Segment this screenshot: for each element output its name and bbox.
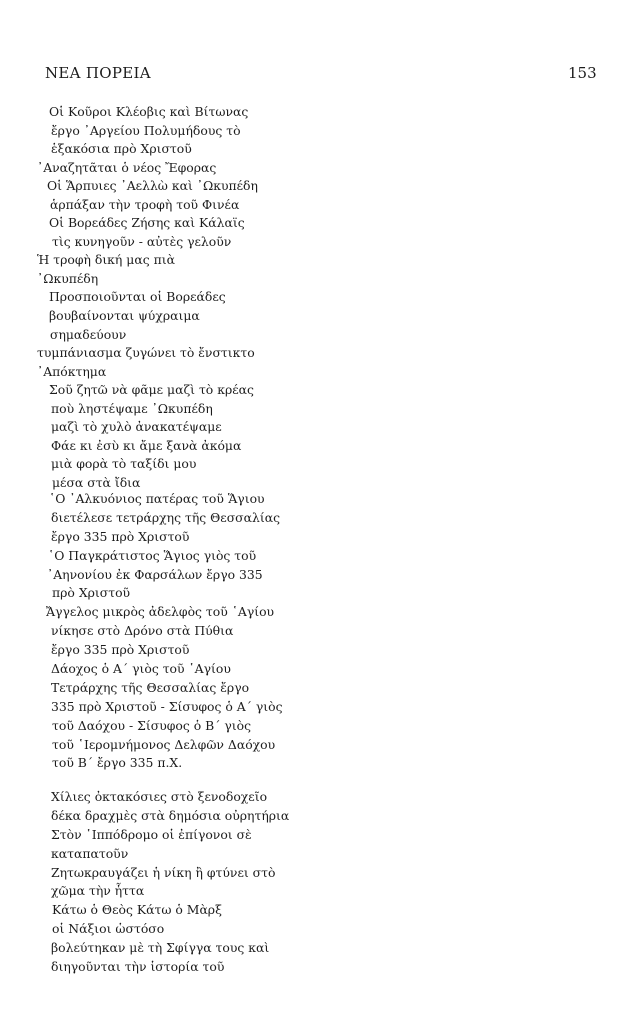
poem-line: ᾿Ωκυπέδη [37,270,99,286]
poem-line: Φάε κι ἐσὺ κι ἄμε ξανὰ ἀκόμα [51,437,242,453]
poem-line: διετέλεσε τετράρχης τῆς Θεσσαλίας [51,509,281,525]
poem-line: ᾿Αναζητᾶται ὁ νέος Ἔφορας [37,159,217,175]
poem-line: Δάοχος ὁ Α΄ γιὸς τοῦ ῾Αγίου [51,661,231,677]
poem-line: Κάτω ὁ Θεὸς Κάτω ὁ Μὰρξ [52,902,222,918]
poem-line: Οἱ Βορεάδες Ζήσης καὶ Κάλαϊς [49,215,245,231]
poem-line: Σοῦ ζητῶ νὰ φᾶμε μαζὶ τὸ κρέας [49,382,254,398]
poem-line: ἔργο ᾿Αργείου Πολυμήδους τὸ [51,122,241,138]
poem-line: σημαδεύουν [50,326,127,342]
poem-line: τοῦ ῾Ιερομνήμονος Δελφῶν Δαόχου [52,736,276,752]
stanza-2 [37,490,283,773]
poem-line: Οἱ Ἅρπυιες ᾿Αελλὼ καὶ ᾿Ωκυπέδη [47,178,258,194]
poem-line: Οἱ Κοῦροι Κλέοβις καὶ Βίτωνας [49,104,249,119]
poem-line: ῾Ο Παγκράτιστος Ἅγιος γιὸς τοῦ [48,547,257,563]
poem-line: χῶμα τὴν ἧττα [51,883,145,899]
poem-line: βουβαίνονται ψύχραιμα [49,308,200,324]
poem-line: πρὸ Χριστοῦ [52,585,131,601]
poem-line: βολεύτηκαν μὲ τὴ Σφίγγα τους καὶ [51,940,270,956]
poem-line: μιὰ φορὰ τὸ ταξίδι μου [51,456,197,472]
poem-line: Τετράρχης τῆς Θεσσαλίας ἔργο [51,679,250,695]
stanza-1 [37,103,258,492]
poem-line: τυμπάνιασμα ζυγώνει τὸ ἔνστικτο [37,345,255,361]
poem-line: Ζητωκραυγάζει ἡ νίκη ἢ φτύνει στὸ [51,864,276,880]
poem-line: τὶς κυνηγοῦν - αὐτὲς γελοῦν [52,233,232,249]
page-number: 153 [568,64,597,82]
poem-line: 335 πρὸ Χριστοῦ - Σίσυφος ὁ Α΄ γιὸς [51,698,283,714]
poem-line: ἔργο 335 πρὸ Χριστοῦ [51,642,190,658]
poem-line: ἔργο 335 πρὸ Χριστοῦ [51,528,190,544]
poem-line: ἁρπάξαν τὴν τροφὴ τοῦ Φινέα [50,196,240,212]
poem-line: καταπατοῦν [51,845,129,861]
poem-line: ποὺ ληστέψαμε ᾿Ωκυπέδη [51,400,213,416]
poem-line: Ἄγγελος μικρὸς ἀδελφὸς τοῦ ῾Αγίου [46,604,275,620]
poem-line: ᾿Αηνονίου ἐκ Φαρσάλων ἔργο 335 [47,566,263,582]
stanza-3 [37,788,289,977]
poem-line: ᾿Απόκτημα [37,363,107,379]
poem-line: διηγοῦνται τὴν ἱστορία τοῦ [51,959,225,975]
poem-line: δέκα δραχμὲς στὰ δημόσια οὐρητήρια [51,807,290,823]
poem-line: Στὸν ῾Ιππόδρομο οἱ ἐπίγονοι σὲ [51,826,252,842]
poem-line: μαζὶ τὸ χυλὸ ἀνακατέψαμε [51,419,222,435]
poem-line: οἱ Νάξιοι ὡστόσο [52,921,165,937]
poem-line: ἑξακόσια πρὸ Χριστοῦ [51,141,192,157]
poem-line: νίκησε στὸ Δρόνο στὰ Πύθια [51,623,234,639]
poem-line: Χίλιες ὀκτακόσιες στὸ ξενοδοχεῖο [51,789,268,804]
running-head-title: ΝΕΑ ΠΟΡΕΙΑ [45,64,151,82]
poem-line: ῾Ο ᾿Αλκυόνιος πατέρας τοῦ Ἅγιου [49,491,265,506]
poem-line: μέσα στὰ ἴδια [52,474,141,490]
poem-line: τοῦ Δαόχου - Σίσυφος ὁ Β΄ γιὸς [52,717,252,733]
poem-line: τοῦ Β΄ ἔργο 335 π.Χ. [52,755,183,771]
poem-line: Προσποιοῦνται οἱ Βορεάδες [49,289,226,305]
poem-line: Ἡ τροφὴ δική μας πιὰ [37,252,175,268]
